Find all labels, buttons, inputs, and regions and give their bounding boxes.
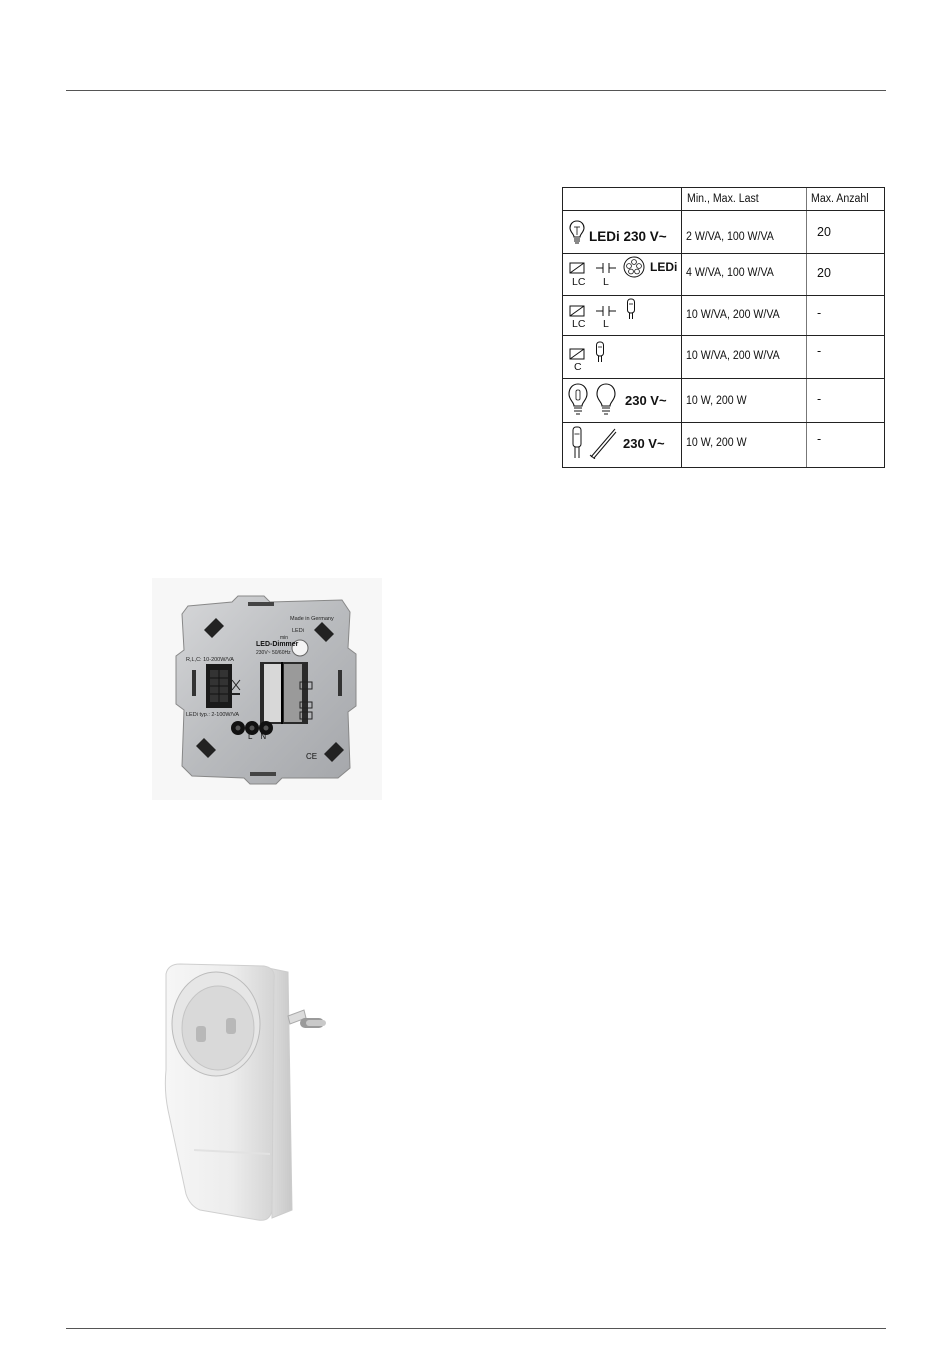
dimmer-plate-icon xyxy=(152,578,382,800)
table-cell-count: - xyxy=(817,392,822,406)
min-label: min xyxy=(280,635,289,641)
footer-rule xyxy=(66,1328,886,1329)
inductive-load-icon xyxy=(595,305,617,317)
ce-mark: CE xyxy=(306,752,318,761)
table-row-5-symbol xyxy=(563,379,681,422)
ledi-rating: LEDi typ.: 2-100W/VA xyxy=(186,712,240,718)
plug-adapter-icon xyxy=(160,960,350,1225)
table-cell-count: - xyxy=(817,432,822,446)
halogen-lamp-icon xyxy=(595,341,605,363)
table-cell-count: 20 xyxy=(817,266,831,280)
table-header-count: Max. Anzahl xyxy=(811,193,869,205)
incandescent-bulb-icon xyxy=(596,383,616,417)
table-row-3-symbol: LC L xyxy=(563,296,681,335)
dimmer-rating: 230V~ 50/60Hz xyxy=(256,650,291,656)
table-cell-count: - xyxy=(817,306,822,320)
symbol-text: LEDi 230 V~ xyxy=(589,229,667,244)
made-in-label: Made in Germany xyxy=(290,616,334,622)
header-rule xyxy=(66,90,886,91)
halogen-lamp-icon xyxy=(626,298,636,320)
table-header-load: Min., Max. Last xyxy=(687,193,759,205)
symbol-text: 230 V~ xyxy=(623,436,665,451)
halogen-pin-lamp-icon xyxy=(571,426,583,460)
halogen-bulb-icon xyxy=(568,383,588,417)
symbol-text: 230 V~ xyxy=(625,393,667,408)
led-bulb-icon xyxy=(569,220,585,246)
symbol-text: LEDi xyxy=(650,260,678,274)
capacitive-load-icon xyxy=(569,305,585,317)
load-table xyxy=(562,187,885,468)
capacitive-load-icon xyxy=(569,262,585,274)
table-cell-load: 4 W/VA, 100 W/VA xyxy=(686,267,774,279)
table-cell-count: - xyxy=(817,344,822,358)
terminal-labels: L N xyxy=(248,732,270,741)
table-row-2-symbol: LC L LEDi xyxy=(563,254,681,295)
led-module-icon xyxy=(623,256,645,278)
table-cell-count: 20 xyxy=(817,225,831,239)
table-row-6-symbol xyxy=(563,423,681,468)
capacitive-load-icon xyxy=(569,348,585,360)
table-cell-load: 2 W/VA, 100 W/VA xyxy=(686,231,774,243)
linear-halogen-icon xyxy=(589,427,617,459)
plug-adapter-photo xyxy=(160,960,350,1225)
table-cell-load: 10 W, 200 W xyxy=(686,437,747,449)
table-cell-load: 10 W/VA, 200 W/VA xyxy=(686,350,780,362)
led-indicator-label: LEDi xyxy=(292,628,304,634)
inductive-load-icon xyxy=(595,262,617,274)
rlc-rating: R,L,C: 10-200W/VA xyxy=(186,657,234,663)
led-dimmer-photo xyxy=(152,578,382,800)
table-row-1-symbol xyxy=(563,211,681,253)
table-cell-load: 10 W/VA, 200 W/VA xyxy=(686,309,780,321)
table-column-divider xyxy=(681,188,682,467)
dimmer-title: LED-Dimmer xyxy=(256,641,299,648)
table-row-4-symbol: C xyxy=(563,336,681,378)
table-cell-load: 10 W, 200 W xyxy=(686,395,747,407)
table-column-divider xyxy=(806,188,807,467)
